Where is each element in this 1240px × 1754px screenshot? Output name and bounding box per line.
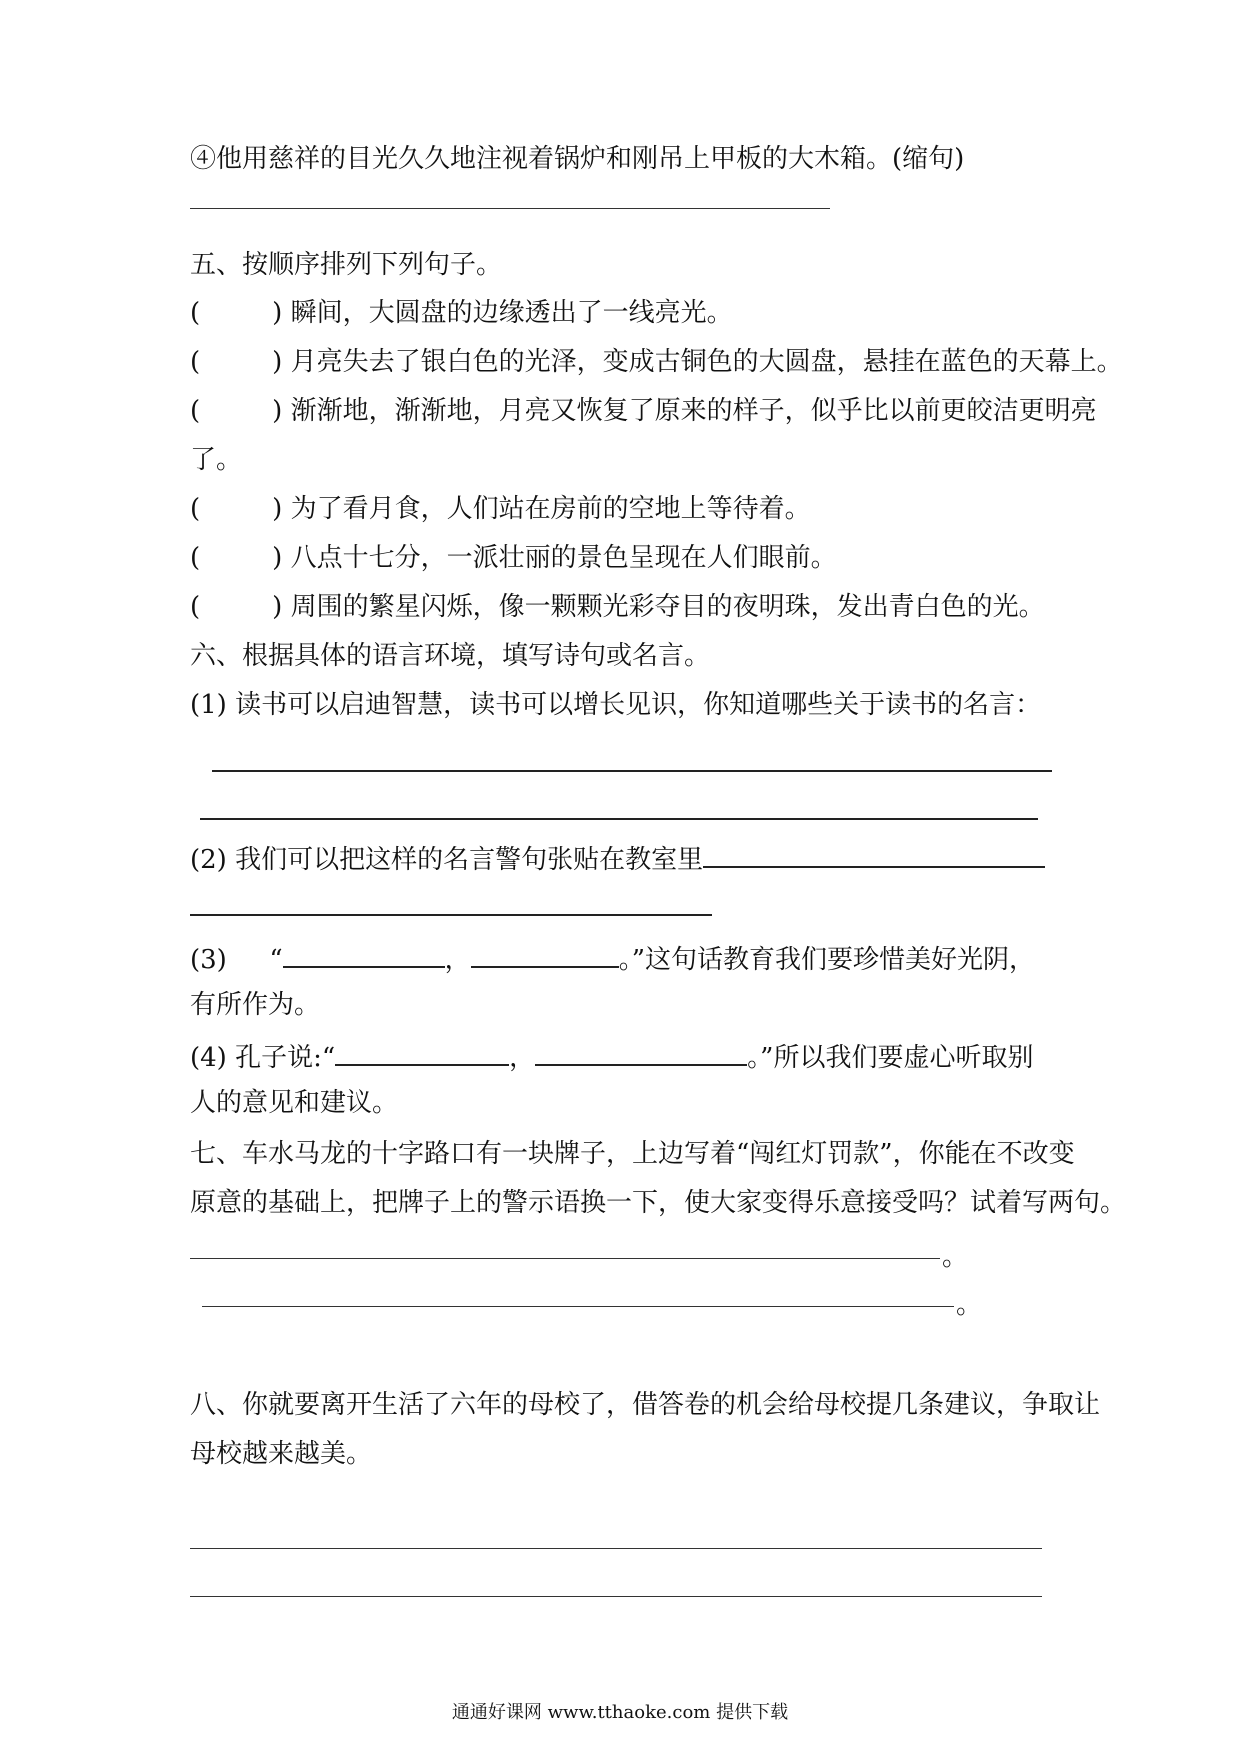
section-7-line-2: 原意的基础上，把牌子上的警示语换一下，使大家变得乐意接受吗？试着写两句。 [190,1188,1127,1218]
section-6-q3-continued: 有所作为。 [190,990,321,1020]
paren-open: ( [190,347,201,377]
answer-line-sec7-a[interactable] [190,1258,940,1259]
q4-comma: ， [509,1043,536,1073]
q3-comma: ， [444,945,471,975]
answer-line-q1-b[interactable] [200,818,1038,820]
order-item-text: 八点十七分，一派壮丽的景色呈现在人们眼前。 [290,543,837,573]
section-6-q1: (1) 读书可以启迪智慧，读书可以增长见识，你知道哪些关于读书的名言： [190,690,1042,720]
section-5-title: 五、按顺序排列下列句子。 [190,250,503,280]
order-item-2 [190,345,1123,379]
order-item-6 [190,590,1045,624]
section-6-q2 [190,840,1045,877]
paren-open: ( [190,494,201,524]
answer-line-sec7-b[interactable] [202,1306,954,1307]
order-item-text: 瞬间，大圆盘的边缘透出了一线亮光。 [290,298,733,328]
order-item-5 [190,541,837,575]
q4-blank-2[interactable] [535,1038,747,1066]
q2-blank[interactable] [703,840,1045,868]
answer-line-item-4 [190,208,830,209]
paren-close: ) [272,543,283,573]
paren-close: ) [272,396,283,426]
order-item-text: 渐渐地，渐渐地，月亮又恢复了原来的样子，似乎比以前更皎洁更明亮 [290,396,1097,426]
section-6-q4 [190,1038,1033,1075]
paren-close: ) [272,347,283,377]
paren-close: ) [272,494,283,524]
order-item-1 [190,296,733,330]
paren-open: ( [190,298,201,328]
order-item-4 [190,492,811,526]
answer-line-sec8-a[interactable] [190,1548,1042,1549]
sec7-end-mark-a: 。 [942,1242,969,1272]
section-6-q4-continued: 人的意见和建议。 [190,1088,399,1118]
q3-blank-2[interactable] [471,940,619,968]
q4-head: (4) 孔子说:“ [190,1043,336,1073]
order-item-3 [190,394,1097,428]
section-8-line-1: 八、你就要离开生活了六年的母校了，借答卷的机会给母校提几条建议，争取让 [190,1390,1101,1420]
paren-close: ) [272,298,283,328]
sec7-end-mark-b: 。 [956,1290,983,1320]
paren-open: ( [190,592,201,622]
q3-blank-1[interactable] [283,940,445,968]
section-6-q3 [190,940,1035,977]
order-item-3-continued: 了。 [190,445,243,475]
order-item-text: 为了看月食，人们站在房前的空地上等待着。 [290,494,811,524]
q3-tail: 。”这句话教育我们要珍惜美好光阴， [618,945,1035,975]
q3-number: (3) [190,945,227,975]
answer-line-q2[interactable] [190,914,712,916]
section-6-title: 六、根据具体的语言环境，填写诗句或名言。 [190,641,711,671]
page-footer: 通通好课网 www.tthaoke.com 提供下载 [451,1702,789,1723]
paren-close: ) [272,592,283,622]
q3-open-quote: “ [269,945,283,975]
sentence-item-4: ④他用慈祥的目光久久地注视着锅炉和刚吊上甲板的大木箱。(缩句) [190,144,965,174]
answer-line-q1-a[interactable] [212,770,1052,772]
order-item-text: 月亮失去了银白色的光泽，变成古铜色的大圆盘，悬挂在蓝色的天幕上。 [290,347,1123,377]
section-8-line-2: 母校越来越美。 [190,1439,373,1469]
q2-text: (2) 我们可以把这样的名言警句张贴在教室里 [190,845,704,875]
q4-blank-1[interactable] [335,1038,509,1066]
q4-tail: 。”所以我们要虚心听取别 [747,1043,1034,1073]
order-item-text: 周围的繁星闪烁，像一颗颗光彩夺目的夜明珠，发出青白色的光。 [290,592,1045,622]
paren-open: ( [190,543,201,573]
section-7-line-1: 七、车水马龙的十字路口有一块牌子，上边写着“闯红灯罚款”，你能在不改变 [190,1139,1075,1169]
paren-open: ( [190,396,201,426]
answer-line-sec8-b[interactable] [190,1596,1042,1597]
